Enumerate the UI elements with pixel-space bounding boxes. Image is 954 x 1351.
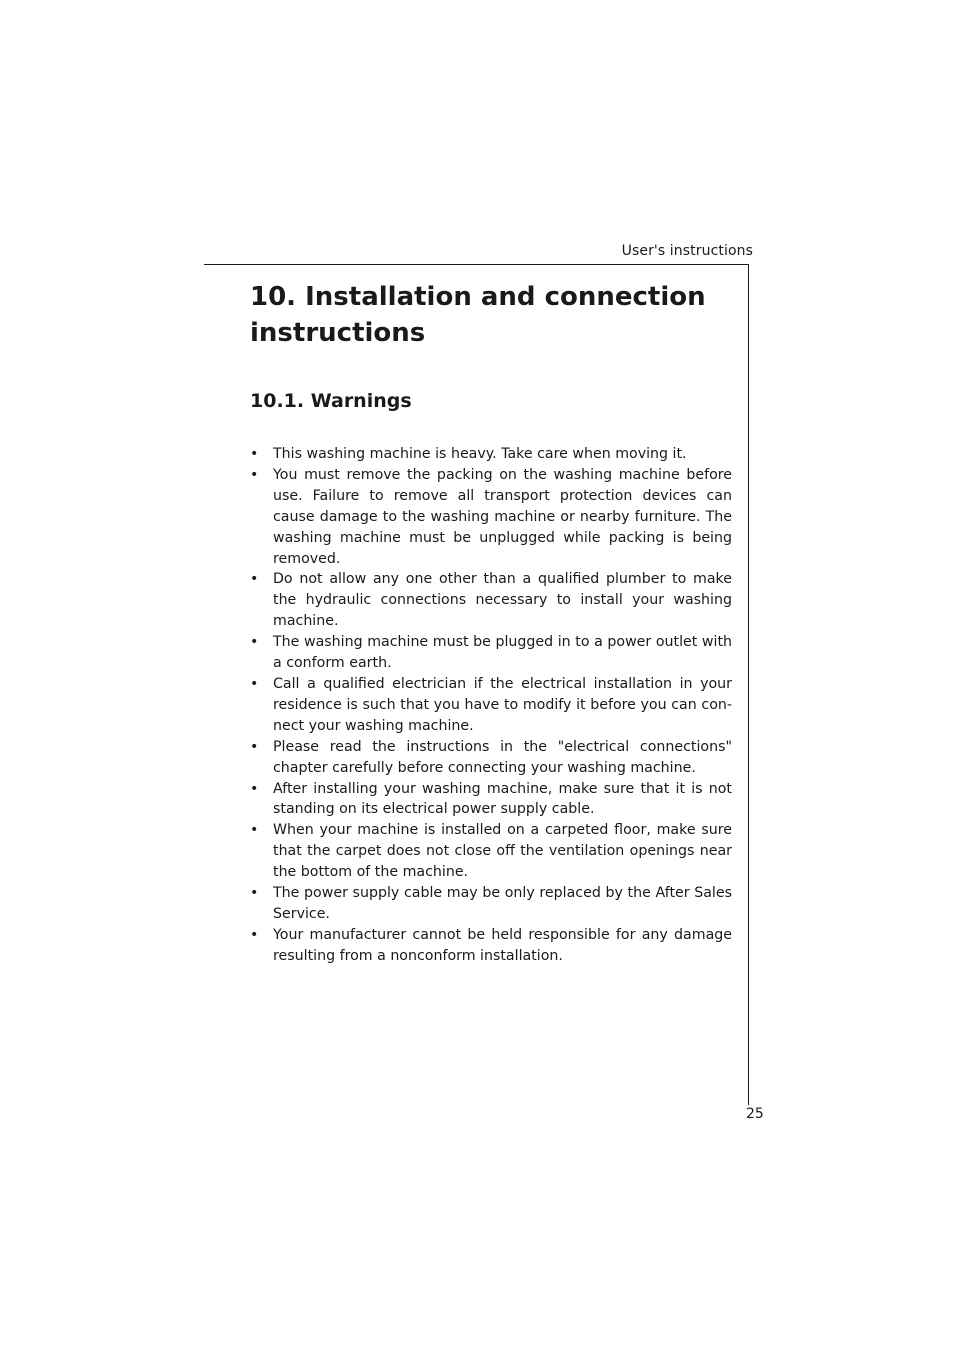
header-rule	[204, 264, 749, 265]
warning-text: Do not allow any one other than a qualified plumber to make the hydraulic connections necessary to install your washing machine.	[273, 571, 732, 630]
bullet-icon: •	[250, 634, 259, 651]
warning-text: Please read the instructions in the "electrical connections" chapter carefully before connecting your washing machine.	[273, 738, 732, 776]
bullet-icon: •	[250, 571, 259, 588]
warning-item	[250, 569, 732, 632]
warning-item	[250, 674, 732, 737]
warning-item	[250, 925, 732, 967]
warning-text: When your machine is installed on a carpeted floor, make sure that the carpet does not close off the ventilation openings near the bottom of the machine.	[273, 822, 732, 881]
warning-text: After installing your washing machine, make sure that it is not standing on its electrical power supply cable.	[273, 780, 732, 818]
warning-item	[250, 883, 732, 925]
warning-item	[250, 779, 732, 821]
chapter-title: 10. Installation and connection instructions	[250, 282, 706, 348]
running-header: User's instructions	[621, 243, 753, 259]
bullet-icon: •	[250, 675, 259, 692]
warnings-list	[250, 444, 732, 967]
section-title: 10.1. Warnings	[250, 390, 412, 412]
page-number: 25	[746, 1106, 764, 1122]
warning-text: You must remove the packing on the washing machine before use. Failure to remove all transport protection devices can cause damage to the washing machine or nearby furniture. The washing machine must be unplugged while packing is being removed.	[273, 466, 732, 567]
warning-item	[250, 465, 732, 570]
margin-rule	[748, 264, 749, 1105]
bullet-icon: •	[250, 822, 259, 839]
bullet-icon: •	[250, 780, 259, 797]
warning-text: This washing machine is heavy. Take care when moving it.	[273, 446, 687, 462]
warning-item	[250, 737, 732, 779]
bullet-icon: •	[250, 466, 259, 483]
warning-item	[250, 632, 732, 674]
warning-item	[250, 820, 732, 883]
warning-text: Call a qualified electrician if the electrical installation in your residence is such that you have to modify it before you can connect your washing machine.	[273, 675, 732, 734]
warning-text: Your manufacturer cannot be held responsible for any damage resulting from a nonconform installation.	[273, 926, 732, 964]
bullet-icon: •	[250, 926, 259, 943]
bullet-icon: •	[250, 738, 259, 755]
bullet-icon: •	[250, 446, 259, 462]
bullet-icon: •	[250, 885, 259, 902]
warning-text: The power supply cable may be only replaced by the After Sales Service.	[273, 885, 732, 922]
warning-item	[250, 444, 732, 465]
warning-text: The washing machine must be plugged in to a power outlet with a conform earth.	[273, 634, 732, 672]
